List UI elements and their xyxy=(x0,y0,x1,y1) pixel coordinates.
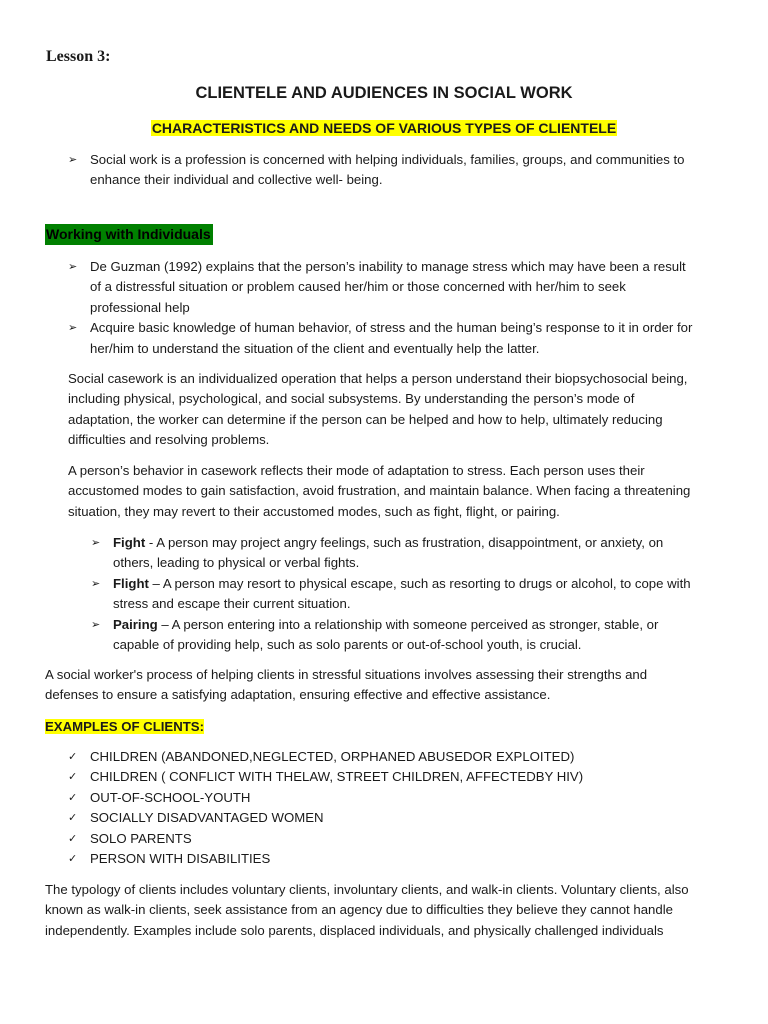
list-item xyxy=(68,767,738,787)
bullet-line: of a distressful situation or problem caused her/him or those concerned with her/him to seek xyxy=(90,279,626,295)
para-line: known as walk-in clients, seek assistance from an agency due to difficulties they believe they cannot handle xyxy=(45,902,673,918)
example-text: CHILDREN ( CONFLICT WITH THELAW, STREET CHILDREN, AFFECTEDBY HIV) xyxy=(90,769,584,785)
para-line: including physical, psychological, and social subsystems. By understanding the person’s mode of xyxy=(68,391,635,407)
examples-heading-text: EXAMPLES OF CLIENTS: xyxy=(45,719,204,734)
mode-term: Pairing xyxy=(113,616,158,632)
para-line: A social worker's process of helping clients in stressful situations involves assessing their strengths and xyxy=(45,667,648,682)
para-line: defenses to ensure a satisfying adaptation, ensuring effective and effective assistance. xyxy=(45,687,551,703)
intro-bullet xyxy=(68,150,738,191)
checkmark-icon: ✓ xyxy=(68,812,78,825)
examples-heading xyxy=(45,717,204,737)
section-heading: Working with Individuals xyxy=(45,224,213,245)
paragraph-behavior xyxy=(68,461,738,522)
checkmark-icon: ✓ xyxy=(68,751,78,763)
example-text: PERSON WITH DISABILITIES xyxy=(90,851,271,867)
arrowhead-bullet-icon: ➢ xyxy=(68,322,78,335)
list-item xyxy=(68,318,738,359)
mode-text: capable of providing help, such as solo parents or out-of-school youth, is crucial. xyxy=(113,637,582,653)
para-line: A person’s behavior in casework reflects their mode of adaptation to stress. Each person uses their xyxy=(68,463,645,478)
arrowhead-bullet-icon: ➢ xyxy=(68,154,78,166)
examples-list xyxy=(68,747,738,869)
mode-text: - A person may project angry feelings, such as frustration, disappointment, or anxiety, on xyxy=(145,535,664,550)
list-item-fight xyxy=(91,533,731,574)
para-line: The typology of clients includes voluntary clients, involuntary clients, and walk-in clients. Voluntary clients, also xyxy=(45,882,689,897)
bullet-line: her/him to understand the situation of the client and eventually help the latter. xyxy=(90,340,540,356)
para-line: adaptation, the worker can determine if the person can be helped and how to help, ultimately reducing xyxy=(68,411,663,427)
intro-line-1: Social work is a profession is concerned with helping individuals, families, groups, and communities to xyxy=(90,152,685,167)
paragraph-process xyxy=(45,665,735,706)
list-item xyxy=(68,788,738,808)
arrowhead-bullet-icon: ➢ xyxy=(68,261,78,273)
list-item xyxy=(68,849,738,869)
example-text: CHILDREN (ABANDONED,NEGLECTED, ORPHANED ABUSEDOR EXPLOITED) xyxy=(90,749,575,764)
example-text: SOCIALLY DISADVANTAGED WOMEN xyxy=(90,810,324,826)
bullet-line: Acquire basic knowledge of human behavior, of stress and the human being’s response to it in order for xyxy=(90,320,693,336)
example-text: OUT-OF-SCHOOL-YOUTH xyxy=(90,789,251,805)
list-item xyxy=(68,808,738,828)
list-item xyxy=(68,150,738,191)
list-item-flight xyxy=(91,574,731,615)
list-item xyxy=(68,257,738,318)
arrowhead-bullet-icon: ➢ xyxy=(91,618,101,631)
arrowhead-bullet-icon: ➢ xyxy=(91,537,101,549)
mode-term: Flight xyxy=(113,575,149,591)
page-title: CLIENTELE AND AUDIENCES IN SOCIAL WORK xyxy=(195,84,573,102)
checkmark-icon: ✓ xyxy=(68,853,78,866)
mode-text: stress and escape their current situation. xyxy=(113,596,351,612)
section-bullets xyxy=(68,257,738,359)
para-line: difficulties and resolving problems. xyxy=(68,432,270,448)
bullet-line: professional help xyxy=(90,299,190,315)
arrowhead-bullet-icon: ➢ xyxy=(91,577,101,590)
mode-text: – A person entering into a relationship with someone perceived as stronger, stable, or xyxy=(157,616,659,632)
example-text: SOLO PARENTS xyxy=(90,830,192,846)
checkmark-icon: ✓ xyxy=(68,832,78,845)
para-line: Social casework is an individualized operation that helps a person understand their biopsychosocial being, xyxy=(68,371,688,386)
mode-term: Fight xyxy=(113,535,146,550)
para-line: situation, they may revert to their accustomed modes, such as fight, flight, or pairing. xyxy=(68,503,560,519)
paragraph-typology xyxy=(45,880,745,941)
modes-list xyxy=(91,533,731,655)
mode-text: others, leading to physical or verbal fights. xyxy=(113,555,360,571)
lesson-label: Lesson 3: xyxy=(46,48,111,65)
bullet-line: De Guzman (1992) explains that the person’s inability to manage stress which may have been a result xyxy=(90,259,686,274)
list-item xyxy=(68,829,738,849)
para-line: independently. Examples include solo parents, displaced individuals, and physically challenged individuals xyxy=(45,922,664,938)
intro-line-2: enhance their individual and collective well- being. xyxy=(90,172,383,188)
checkmark-icon: ✓ xyxy=(68,771,78,784)
checkmark-icon: ✓ xyxy=(68,791,78,804)
list-item xyxy=(68,747,738,767)
para-line: accustomed modes to gain satisfaction, avoid frustration, and maintain balance. When facing a threatening xyxy=(68,483,691,499)
subtitle: CHARACTERISTICS AND NEEDS OF VARIOUS TYPES OF CLIENTELE xyxy=(151,120,617,136)
mode-text: – A person may resort to physical escape, such as resorting to drugs or alcohol, to cope with xyxy=(148,575,691,591)
list-item-pairing xyxy=(91,615,731,656)
paragraph-casework xyxy=(68,369,738,451)
subtitle-wrap xyxy=(0,118,768,139)
